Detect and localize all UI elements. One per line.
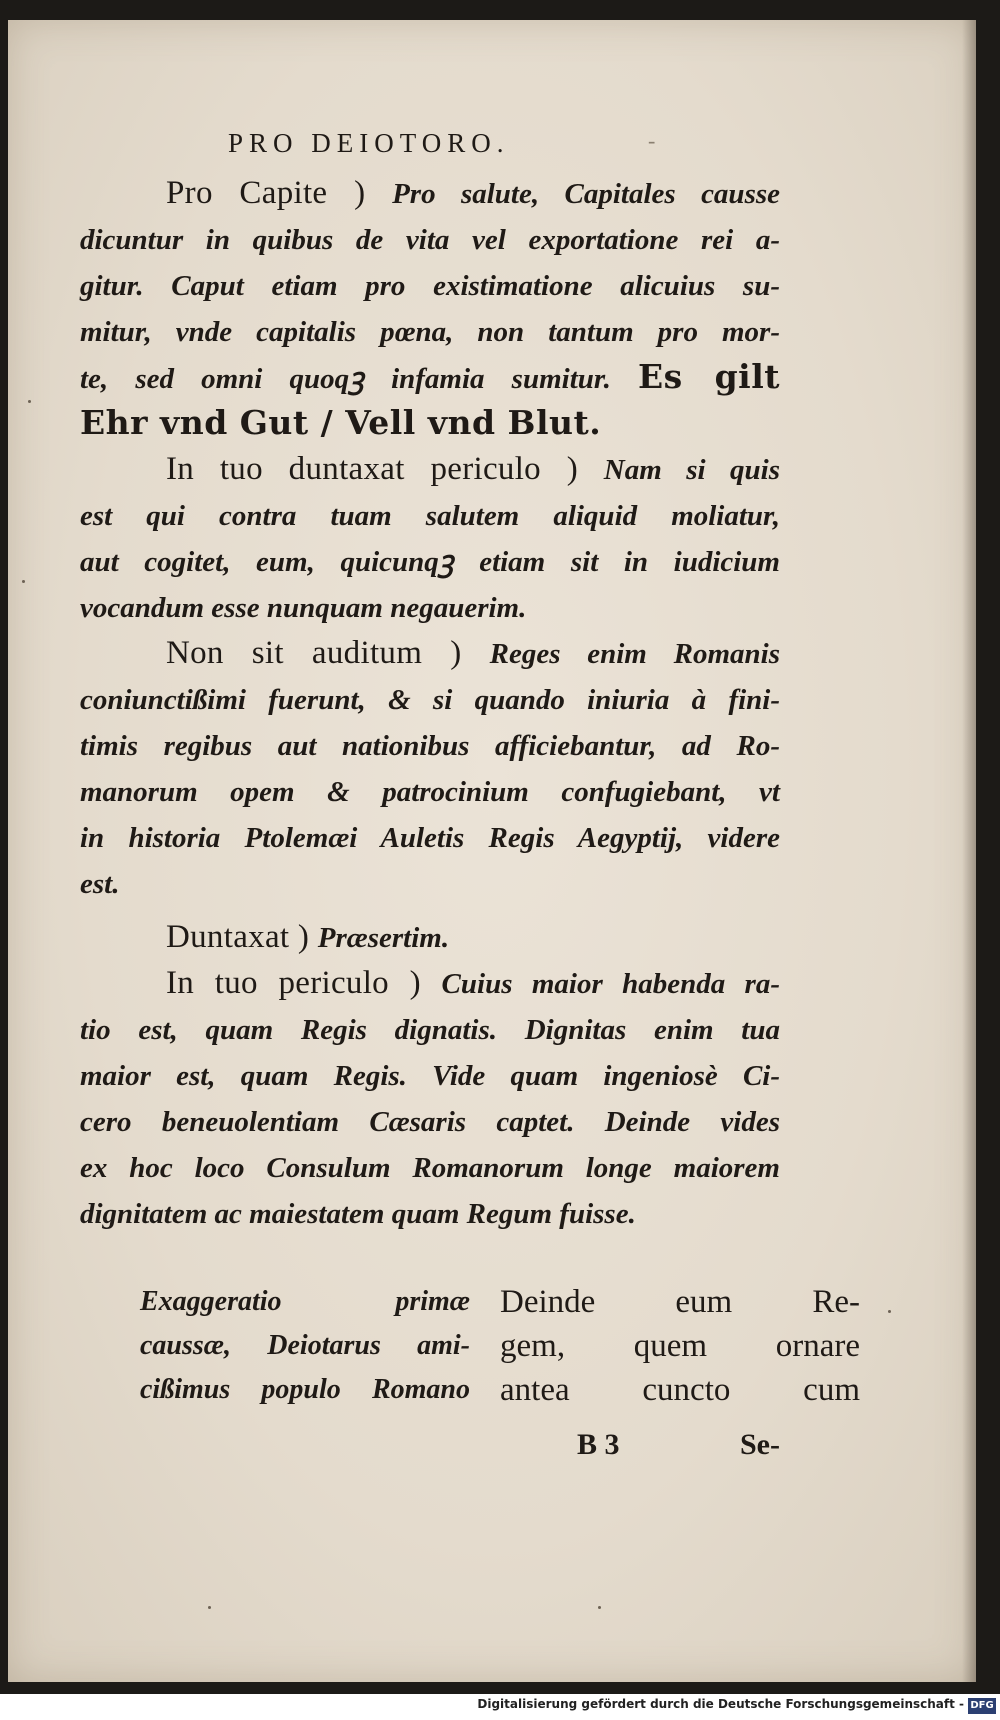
text-line: [80, 1144, 780, 1190]
text-line: [80, 262, 780, 308]
gloss-text: Præsertim.: [317, 922, 450, 954]
margin-note-line: Exaggeratio primæ: [140, 1286, 470, 1317]
gloss-text: coniunctißimi fuerunt, & si quando iniuria à fini-: [80, 684, 780, 716]
gloss-text: gitur. Caput etiam pro existimatione alicuius su-: [80, 270, 780, 302]
gloss-text: timis regibus aut nationibus afficiebantur, ad Ro-: [80, 730, 780, 762]
gloss-text: Nam si quis: [603, 454, 780, 486]
gloss-text: Cuius maior habenda ra-: [441, 968, 780, 1000]
text-line: [80, 722, 780, 768]
gloss-text: cero beneuolentiam Cæsaris captet. Deinde vides: [80, 1106, 780, 1138]
commentary-paragraph: [80, 170, 780, 446]
commentary-paragraph: [80, 914, 780, 960]
running-head: PRO DEIOTORO.: [228, 128, 510, 158]
gloss-text: est qui contra tuam salutem aliquid moliatur,: [80, 500, 780, 532]
text-line: [80, 584, 780, 630]
credit-text: Digitalisierung gefördert durch die Deutsche Forschungsgemeinschaft -: [477, 1697, 964, 1711]
lemma-text: Pro Capite ): [166, 175, 393, 211]
text-line: [80, 768, 780, 814]
two-column-section: [80, 1280, 860, 1440]
gloss-text: dignitatem ac maiestatem quam Regum fuisse.: [80, 1198, 636, 1230]
text-line: [80, 1006, 780, 1052]
text-line: [80, 676, 780, 722]
commentary-paragraph: [80, 446, 780, 630]
commentary-body: [80, 170, 780, 1236]
german-text: Es gilt: [637, 357, 780, 396]
text-line: [80, 170, 780, 216]
main-text-column: [500, 1280, 860, 1412]
gloss-text: Reges enim Romanis: [489, 638, 780, 670]
dfg-logo-icon: DFG: [968, 1698, 996, 1714]
gloss-text: in historia Ptolemæi Auletis Regis Aegyptij, videre: [80, 822, 780, 854]
gloss-text: dicuntur in quibus de vita vel exportatione rei a-: [80, 224, 780, 256]
gloss-text: aut cogitet, eum, quicunqꝫ etiam sit in iudicium: [80, 546, 780, 578]
text-line: [80, 308, 780, 354]
gloss-text: mitur, vnde capitalis pœna, non tantum pro mor-: [80, 316, 780, 348]
signature-mark: B 3: [577, 1428, 620, 1461]
running-mark: -: [648, 128, 656, 153]
margin-note: [140, 1280, 470, 1412]
text-line: [80, 354, 780, 400]
text-line: [80, 400, 780, 446]
gloss-text: ex hoc loco Consulum Romanorum longe maiorem: [80, 1152, 780, 1184]
margin-note-line: caussæ, Deiotarus ami-: [140, 1330, 470, 1361]
text-line: [80, 1052, 780, 1098]
gloss-text: vocandum esse nunquam negauerim.: [80, 592, 527, 624]
gloss-text: manorum opem & patrocinium confugiebant, vt: [80, 776, 780, 808]
gloss-text: Pro salute, Capitales causse: [392, 178, 781, 210]
commentary-paragraph: [80, 960, 780, 1236]
german-text: Ehr vnd Gut / Vell vnd Blut.: [80, 403, 602, 442]
digitization-credit-bar: [0, 1694, 1000, 1720]
lemma-text: Duntaxat ): [166, 919, 318, 955]
text-line: [80, 1190, 780, 1236]
main-text-line: gem, quem ornare: [500, 1328, 860, 1364]
text-line: [80, 492, 780, 538]
gloss-text: est.: [80, 868, 120, 900]
lemma-text: Non sit auditum ): [166, 635, 490, 671]
text-line: [80, 538, 780, 584]
lemma-text: In tuo duntaxat periculo ): [166, 451, 604, 487]
text-line: [80, 814, 780, 860]
main-text-line: Deinde eum Re-: [500, 1284, 860, 1320]
gloss-text: tio est, quam Regis dignatis. Dignitas enim tua: [80, 1014, 780, 1046]
commentary-paragraph: [80, 630, 780, 906]
text-line: [80, 446, 780, 492]
text-line: [80, 630, 780, 676]
main-text-line: antea cuncto cum: [500, 1372, 860, 1408]
margin-note-line: cißimus populo Romano: [140, 1374, 470, 1405]
catchword: Se-: [740, 1428, 780, 1461]
gloss-text: maior est, quam Regis. Vide quam ingeniosè Ci-: [80, 1060, 780, 1092]
text-line: [80, 216, 780, 262]
page-footer: [80, 1428, 780, 1474]
gloss-text: te, sed omni quoqꝫ infamia sumitur.: [80, 363, 638, 395]
text-line: [80, 960, 780, 1006]
text-line: [80, 1098, 780, 1144]
text-line: [80, 860, 780, 906]
lemma-text: In tuo periculo ): [166, 965, 442, 1001]
text-line: [80, 914, 780, 960]
